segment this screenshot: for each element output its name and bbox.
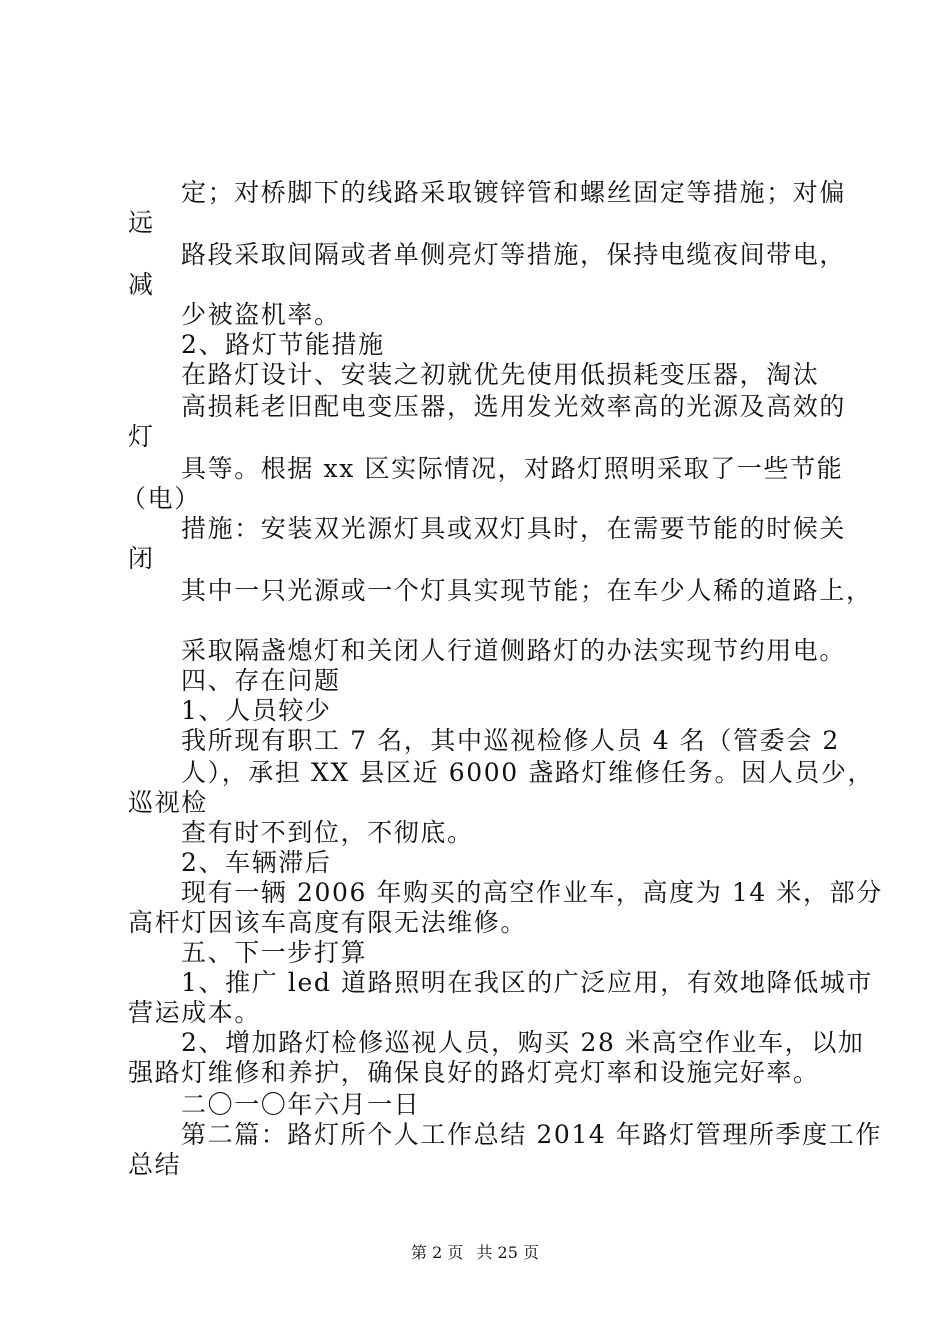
- text-line: 闭: [128, 544, 155, 573]
- text-line: 高杆灯因该车高度有限无法维修。: [128, 908, 528, 937]
- text-line: 营运成本。: [128, 998, 262, 1027]
- text-line: 强路灯维修和养护，确保良好的路灯亮灯率和设施完好率。: [128, 1058, 820, 1087]
- text-line: 1、推广 led 道路照明在我区的广泛应用，有效地降低城市: [181, 968, 873, 997]
- text-line: 远: [128, 208, 155, 237]
- chapter-heading: 第二篇：路灯所个人工作总结 2014 年路灯管理所季度工作: [181, 1120, 882, 1149]
- text-line: 现有一辆 2006 年购买的高空作业车，高度为 14 米，部分: [181, 878, 883, 907]
- text-line: 措施：安装双光源灯具或双灯具时，在需要节能的时候关: [181, 514, 847, 543]
- date-line: 二〇一〇年六月一日: [181, 1090, 421, 1119]
- text-line: 少被盗机率。: [181, 300, 341, 329]
- text-line: （电）: [121, 484, 201, 513]
- page-total: 共 25 页: [476, 1243, 539, 1262]
- text-line: 查有时不到位，不彻底。: [181, 818, 474, 847]
- text-line: 灯: [128, 422, 155, 451]
- text-line: 人），承担 XX 县区近 6000 盏路灯维修任务。因人员少，: [181, 758, 875, 787]
- section-heading: 1、人员较少: [181, 696, 332, 725]
- text-line: 定；对桥脚下的线路采取镀锌管和螺丝固定等措施；对偏: [181, 178, 847, 207]
- text-line: 我所现有职工 7 名，其中巡视检修人员 4 名（管委会 2: [181, 726, 840, 755]
- page-number: 第 2 页: [411, 1243, 464, 1262]
- chapter-heading: 总结: [128, 1150, 182, 1179]
- text-line: 具等。根据 xx 区实际情况，对路灯照明采取了一些节能: [181, 454, 844, 483]
- page-footer: [0, 1243, 950, 1263]
- text-line: 采取隔盏熄灯和关闭人行道侧路灯的办法实现节约用电。: [181, 636, 847, 665]
- section-heading: 五、下一步打算: [181, 938, 368, 967]
- text-line: 在路灯设计、安装之初就优先使用低损耗变压器，淘汰: [181, 360, 820, 389]
- text-line: 路段采取间隔或者单侧亮灯等措施，保持电缆夜间带电，: [181, 240, 847, 269]
- text-line: 其中一只光源或一个灯具实现节能；在车少人稀的道路上，: [181, 576, 873, 605]
- section-heading: 四、存在问题: [181, 666, 341, 695]
- section-heading: 2、路灯节能措施: [181, 330, 385, 359]
- text-line: 巡视检: [128, 788, 208, 817]
- section-heading: 2、车辆滞后: [181, 848, 332, 877]
- text-line: 减: [128, 270, 155, 299]
- text-line: 2、增加路灯检修巡视人员，购买 28 米高空作业车，以加: [181, 1028, 865, 1057]
- text-line: 高损耗老旧配电变压器，选用发光效率高的光源及高效的: [181, 392, 847, 421]
